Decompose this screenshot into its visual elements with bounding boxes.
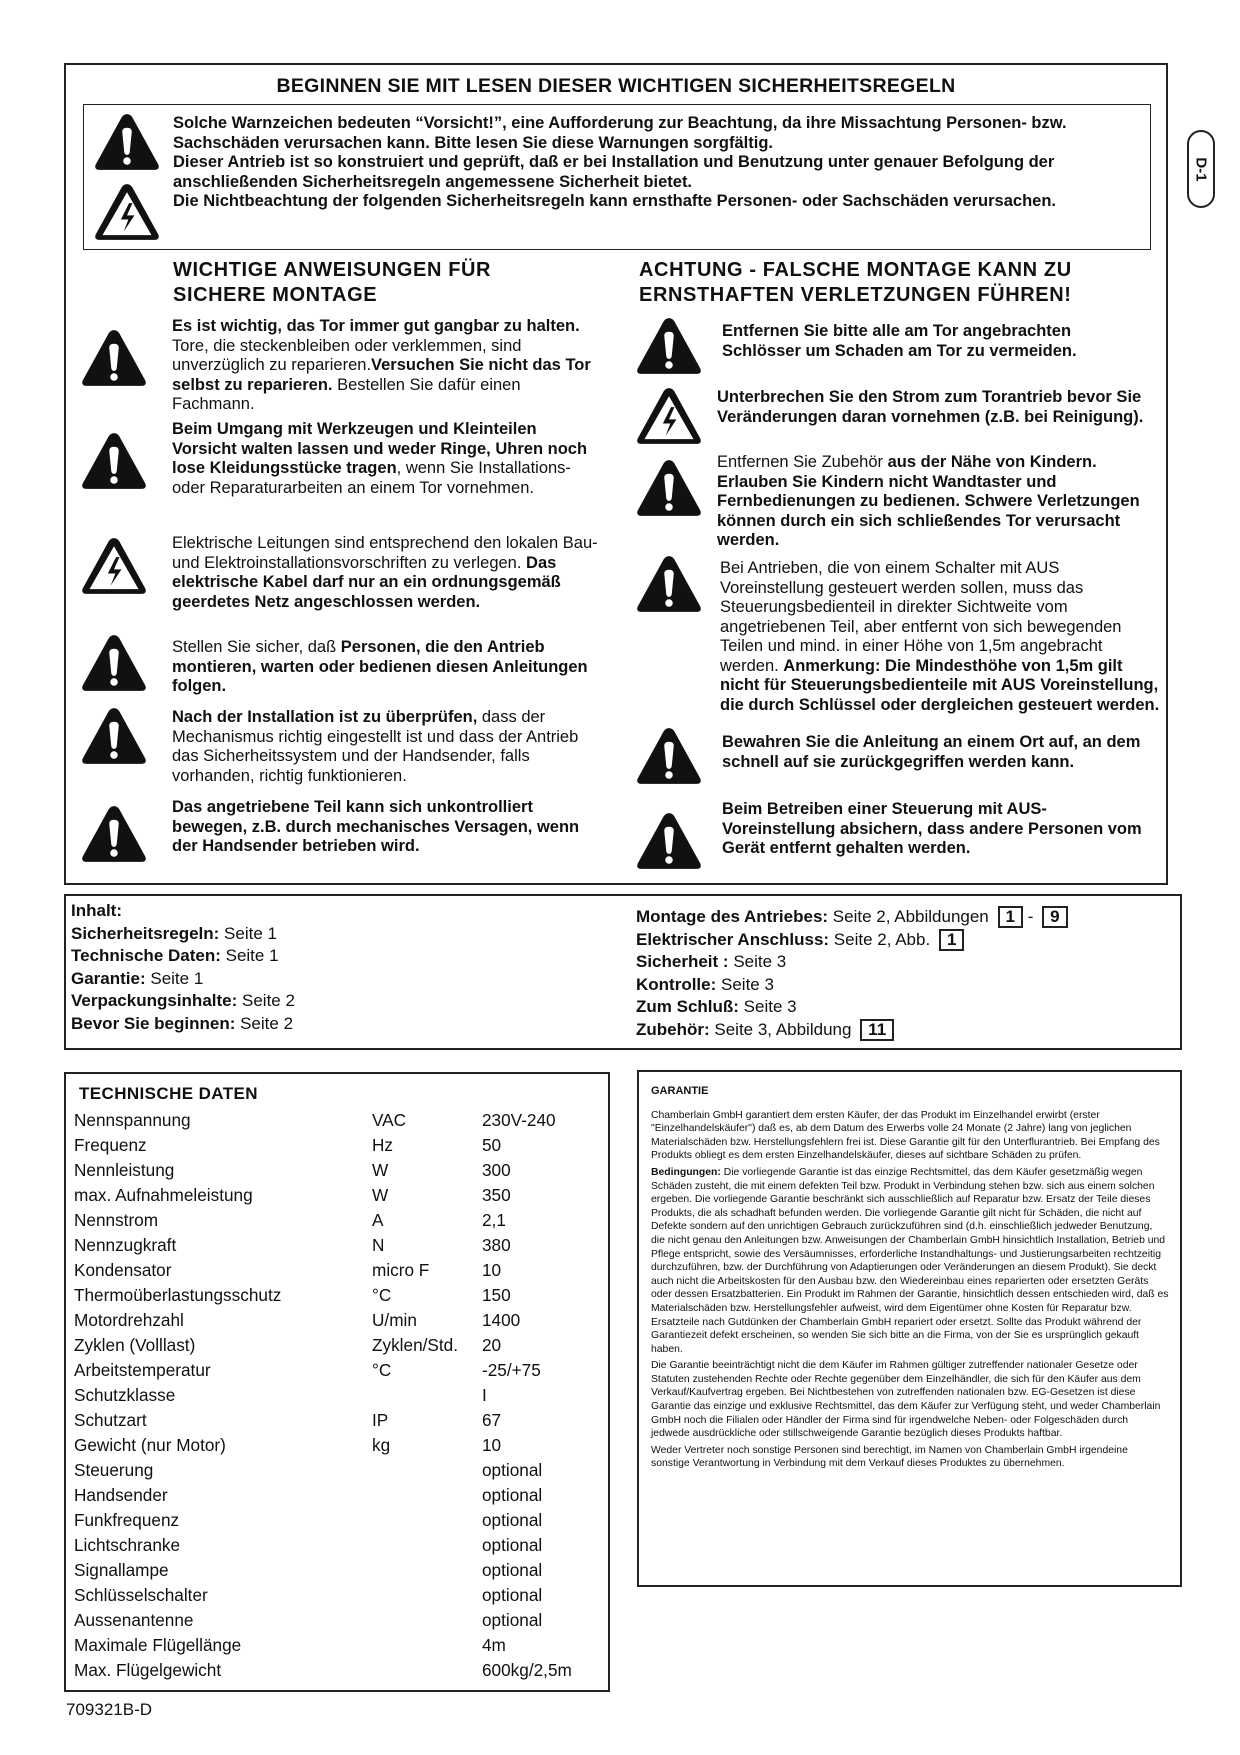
warning-exclamation-icon	[635, 810, 703, 872]
tech-param: Kondensator	[74, 1260, 172, 1280]
tech-unit: VAC	[372, 1110, 407, 1130]
contents-entry: Montage des Antriebes: Seite 2, Abbildungen 1 - 9	[636, 906, 1176, 929]
warning-exclamation-icon	[635, 457, 703, 519]
tech-row	[74, 1333, 602, 1358]
warning-exclamation-icon	[635, 553, 703, 615]
tech-param: Funkfrequenz	[74, 1510, 180, 1530]
tech-row	[74, 1608, 602, 1633]
warning-exclamation-icon	[80, 430, 148, 492]
left-column-heading: WICHTIGE ANWEISUNGEN FÜR SICHERE MONTAGE	[173, 259, 492, 306]
tech-row	[74, 1508, 602, 1533]
warning-exclamation-icon	[80, 632, 148, 694]
contents-entry: Zum Schluß: Seite 3	[636, 997, 797, 1016]
intro-paragraph: Solche Warnzeichen bedeuten “Vorsicht!”, eine Aufforderung zur Beachtung, da ihre Missachtung Personen- bzw. Sachschäden verursachen kann. Bitte lesen Sie diese Warnungen sorgfältig.	[173, 114, 1067, 152]
figure-ref: 1	[998, 906, 1023, 928]
contents-entry: Garantie: Seite 1	[71, 968, 204, 988]
left-rule-2: Beim Umgang mit Werkzeugen und Kleinteilen Vorsicht walten lassen und weder Ringe, Uhren noch lose Kleidungsstücke tragen, wenn Sie Installations- oder Reparaturarbeiten an einem Tor vornehmen.	[172, 420, 588, 497]
tech-value: optional	[482, 1535, 543, 1555]
tech-unit: U/min	[372, 1310, 417, 1330]
electric-hazard-icon	[80, 535, 148, 597]
tech-value: 150	[482, 1285, 511, 1305]
intro-paragraph: Dieser Antrieb ist so konstruiert und geprüft, daß er bei Installation und Benutzung unter genauer Befolgung der anschließenden Sicherheitsregeln angemessene Sicherheit bietet.	[173, 153, 1055, 191]
tech-row	[74, 1208, 602, 1233]
contents-title: Inhalt:	[71, 901, 122, 920]
electric-hazard-icon	[635, 385, 703, 447]
tech-value: 230V-240	[482, 1110, 556, 1130]
right-column-heading: ACHTUNG - FALSCHE MONTAGE KANN ZU ERNSTHAFTEN VERLETZUNGEN FÜHREN!	[639, 259, 1072, 306]
tech-param: Arbeitstemperatur	[74, 1360, 211, 1380]
tech-value: 20	[482, 1335, 502, 1355]
safety-title: BEGINNEN SIE MIT LESEN DIESER WICHTIGEN SICHERHEITSREGELN	[276, 75, 956, 97]
doc-number: 709321B-D	[66, 1700, 153, 1719]
tech-row	[74, 1408, 602, 1433]
left-rule-1: Es ist wichtig, das Tor immer gut gangbar zu halten. Tore, die steckenbleiben oder verklemmen, sind unverzüglich zu reparieren.Versuchen Sie nicht das Tor selbst zu reparieren. Bestellen Sie dafür einen Fachmann.	[172, 317, 591, 413]
tech-value: I	[482, 1385, 487, 1405]
tech-row	[74, 1533, 602, 1558]
tech-param: Nennleistung	[74, 1160, 175, 1180]
safety-rules-section	[64, 63, 1168, 885]
tech-value: 67	[482, 1410, 502, 1430]
tech-row	[74, 1183, 602, 1208]
tech-unit: micro F	[372, 1260, 430, 1280]
tech-unit: kg	[372, 1435, 391, 1455]
tech-param: Nennzugkraft	[74, 1235, 177, 1255]
figure-ref: 9	[1042, 906, 1067, 928]
left-rule-4: Stellen Sie sicher, daß Personen, die den Antrieb montieren, warten oder bedienen diesen Anleitungen folgen.	[172, 638, 588, 695]
tech-unit	[372, 1583, 482, 1608]
tech-unit	[372, 1508, 482, 1533]
tech-row	[74, 1383, 602, 1408]
tech-unit: IP	[372, 1410, 389, 1430]
contents-entry: Kontrolle: Seite 3	[636, 974, 774, 994]
tech-value: 600kg/2,5m	[482, 1660, 572, 1680]
warning-exclamation-icon	[635, 725, 703, 787]
warranty-paragraph: Die Garantie beeinträchtigt nicht die dem Käufer im Rahmen gültiger zutreffender nationaler Gesetze oder Statuten zustehenden Rechte oder Rechte gegenüber dem Einzelhändler, die sich für den Käufer aus dem Verkauf/Kaufvertrag ergeben. Bei Nichtbestehen von zutreffenden nationalen bzw. EG-Gesetzen ist diese Garantie das einzige und exklusive Rechtsmittel, das dem Käufer zur Verfügung steht, und weder Chamberlain GmbH noch die Filialen oder Händler der Firma sind für irgendwelche Neben- oder Folgeschäden durch jedwede ausdrückliche oder stillschweigende Garantie bezüglich dieses Produkts haftbar.	[651, 1360, 1161, 1440]
contents-entry: Sicherheit : Seite 3	[636, 952, 787, 971]
tech-unit: W	[372, 1160, 389, 1180]
tech-row	[74, 1258, 602, 1283]
contents-right	[636, 906, 1176, 1041]
contents-entry: Bevor Sie beginnen: Seite 2	[71, 1013, 294, 1033]
tech-value: 350	[482, 1185, 511, 1205]
tech-value: 50	[482, 1135, 502, 1155]
warning-exclamation-icon	[93, 111, 161, 173]
intro-paragraph: Die Nichtbeachtung der folgenden Sicherheitsregeln kann ernsthafte Personen- oder Sachschäden verursachen.	[173, 192, 1056, 210]
tech-param: Lichtschranke	[74, 1535, 181, 1555]
right-rule-5: Bewahren Sie die Anleitung an einem Ort auf, an dem schnell auf sie zurückgegriffen werden kann.	[722, 733, 1141, 771]
tech-row	[74, 1108, 602, 1133]
tech-row	[74, 1308, 602, 1333]
right-rule-3: Entfernen Sie Zubehör aus der Nähe von Kindern. Erlauben Sie Kindern nicht Wandtaster und Fernbedienungen zu bedienen. Schwere Verletzungen können durch ein sich schließendes Tor verursacht werden.	[717, 453, 1140, 549]
tech-unit	[372, 1658, 482, 1683]
tech-param: Maximale Flügellänge	[74, 1635, 242, 1655]
tech-row	[74, 1483, 602, 1508]
tech-value: 380	[482, 1235, 511, 1255]
left-rule-5: Nach der Installation ist zu überprüfen, dass der Mechanismus richtig eingestellt ist und dass der Antrieb das Sicherheitssystem und der Handsender, falls vorhanden, richtig funktionieren.	[172, 708, 579, 785]
warranty-paragraph: Weder Vertreter noch sonstige Personen sind berechtigt, im Namen von Chamberlain GmbH irgendeine sonstige Verantwortung in Verbindung mit dem Verkauf dieses Produktes zu übernehmen.	[651, 1444, 1128, 1470]
tech-param: Max. Flügelgewicht	[74, 1660, 222, 1680]
tech-value: 300	[482, 1160, 511, 1180]
tech-unit	[372, 1633, 482, 1658]
tech-row	[74, 1283, 602, 1308]
right-rule-1: Entfernen Sie bitte alle am Tor angebrachten Schlösser um Schaden am Tor zu vermeiden.	[722, 322, 1077, 360]
tech-param: Schlüsselschalter	[74, 1585, 208, 1605]
warning-exclamation-icon	[80, 705, 148, 767]
tech-param: Frequenz	[74, 1135, 147, 1155]
tech-unit	[372, 1533, 482, 1558]
technical-data-title: TECHNISCHE DATEN	[79, 1084, 258, 1103]
tech-param: Steuerung	[74, 1460, 154, 1480]
tech-row	[74, 1633, 602, 1658]
tech-value: 1400	[482, 1310, 521, 1330]
tech-param: Aussenantenne	[74, 1610, 194, 1630]
tech-unit: A	[372, 1210, 384, 1230]
contents-entry: Verpackungsinhalte: Seite 2	[71, 991, 295, 1010]
intro-text	[173, 114, 1143, 212]
tech-param: Nennspannung	[74, 1110, 191, 1130]
contents-entry: Elektrischer Anschluss: Seite 2, Abb. 1	[636, 929, 1176, 952]
tech-unit: °C	[372, 1360, 392, 1380]
figure-ref: 1	[939, 929, 964, 951]
left-rule-3: Elektrische Leitungen sind entsprechend den lokalen Bau- und Elektroinstallationsvorschriften zu verlegen. Das elektrische Kabel darf nur an ein ordnungsgemäß geerdetes Netz angeschlossen werden.	[172, 534, 598, 611]
right-rule-2: Unterbrechen Sie den Strom zum Torantrieb bevor Sie Veränderungen daran vornehmen (z.B. bei Reinigung).	[717, 388, 1144, 426]
tech-value: optional	[482, 1610, 543, 1630]
warning-exclamation-icon	[635, 315, 703, 377]
tech-value: optional	[482, 1460, 543, 1480]
tech-param: Zyklen (Volllast)	[74, 1335, 196, 1355]
tech-row	[74, 1133, 602, 1158]
tech-row	[74, 1458, 602, 1483]
tech-param: Motordrehzahl	[74, 1310, 184, 1330]
warranty-paragraph: Chamberlain GmbH garantiert dem ersten Käufer, der das Produkt im Einzelhandel erwirbt (erster "Einzelhandelskäufer") daß es, ab dem Datum des Erwerbs volle 24 Monate (2 Jahre) lang von jeglichen Materialschäden bzw. Herstellungsfehlern frei ist. Diese Garantie gilt für den Unterflurantrieb. Bei Empfang des Produkts obliegt es dem ersten Einzelhandelskäufer, dieses auf sichtbare Schäden zu prüfen.	[651, 1109, 1160, 1162]
tech-row	[74, 1583, 602, 1608]
figure-ref: 11	[860, 1019, 894, 1041]
tech-value: optional	[482, 1510, 543, 1530]
tech-unit: Hz	[372, 1135, 394, 1155]
tech-row	[74, 1433, 602, 1458]
warranty-paragraph: Bedingungen: Die vorliegende Garantie ist das einzige Rechtsmittel, das dem Käufer gesetzmäßig wegen Schäden zusteht, die mit einem defekten Teil bzw. Produkt in Verbindung stehen bzw. sich aus einem solchen ergeben. Die vorliegende Garantie beschränkt sich ausschließlich auf Reparatur bzw. Ersatz der Teile dieses Produkts, die als schadhaft befunden werden. Die vorliegende Garantie gilt nicht für Schäden, die nicht auf Defekte sondern auf den unrichtigen Gebrauch zurückzuführen sind (d.h. einschließlich jedweder Benutzung, die nicht genau den Anleitungen bzw. Anweisungen der Chamberlain GmbH hinsichtlich Installation, Betrieb und Pflege entspricht, sowie des Versäumnisses, erforderliche Instandhaltungs- und Justierungsarbeiten rechtzeitig durchzuführen, bzw. der Durchführung von Adaptierungen oder Veränderungen an diesem Produkt). Sie deckt auch nicht die Arbeitskosten für den Ausbau bzw. den Wiedereinbau eines reparierten oder ersetzten Geräts oder dessen Ersatzbatterien. Ein Produkt im Rahmen der Garantie, hinsichtlich dessen entschieden wird, daß es Materialschäden bzw. Herstellungsfehler aufweist, wird dem Eigentümer ohne Kosten für Reparatur bzw. Ersatzteile nach Gutdünken der Chamberlain GmbH repariert oder ersetzt. Sollte das Produkt während der Garantiezeit defekt erscheinen, so wenden Sie sich bitte an die Firma, von der Sie es ursprünglich gekauft haben.	[651, 1166, 1169, 1355]
warning-exclamation-icon	[80, 803, 148, 865]
tech-unit: °C	[372, 1285, 392, 1305]
tech-value: -25/+75	[482, 1360, 541, 1380]
tech-param: Nennstrom	[74, 1210, 159, 1230]
contents-entry: Sicherheitsregeln: Seite 1	[71, 923, 277, 943]
contents-left	[71, 900, 571, 1035]
tech-value: optional	[482, 1560, 543, 1580]
tech-row	[74, 1158, 602, 1183]
intro-box	[83, 104, 1151, 250]
tech-row	[74, 1558, 602, 1583]
tech-param: Schutzklasse	[74, 1385, 176, 1405]
tech-value: optional	[482, 1485, 543, 1505]
electric-hazard-icon	[93, 181, 161, 243]
tech-row	[74, 1658, 602, 1683]
contents-entry: Zubehör: Seite 3, Abbildung 11	[636, 1019, 1176, 1042]
right-rule-6: Beim Betreiben einer Steuerung mit AUS-Voreinstellung absichern, dass andere Personen vom Gerät entfernt gehalten werden.	[722, 800, 1142, 857]
page-tab: D-1	[1187, 130, 1215, 208]
tech-unit	[372, 1608, 482, 1633]
tech-param: Handsender	[74, 1485, 168, 1505]
warranty-text	[651, 1085, 1169, 1474]
tech-value: 4m	[482, 1635, 506, 1655]
tech-unit	[372, 1558, 482, 1583]
tech-unit: Zyklen/Std.	[372, 1335, 458, 1355]
technical-data-section	[64, 1072, 610, 1692]
tech-unit	[372, 1383, 482, 1408]
tech-unit	[372, 1483, 482, 1508]
warning-exclamation-icon	[80, 327, 148, 389]
tech-param: Schutzart	[74, 1410, 147, 1430]
left-rule-6: Das angetriebene Teil kann sich unkontrolliert bewegen, z.B. durch mechanisches Versagen, wenn der Handsender betrieben wird.	[172, 798, 580, 855]
technical-data-table	[74, 1108, 602, 1683]
tech-row	[74, 1358, 602, 1383]
tech-unit: N	[372, 1235, 385, 1255]
tech-param: Gewicht (nur Motor)	[74, 1435, 226, 1455]
contents-entry: Technische Daten: Seite 1	[71, 946, 279, 965]
right-rule-4: Bei Antrieben, die von einem Schalter mit AUS Voreinstellung gesteuert werden sollen, muss das Steuerungsbedienteil in direkter Sichtweite vom angetriebenen Teil, aber entfernt von sich bewegenden Teilen und mind. in einer Höhe von 1,5m angebracht werden. Anmerkung: Die Mindesthöhe von 1,5m gilt nicht für Steuerungsbedienteile mit AUS Voreinstellung, die durch Schlüssel oder dergleichen gesteuert werden.	[720, 559, 1160, 714]
tech-value: 2,1	[482, 1210, 506, 1230]
tech-param: Thermoüberlastungsschutz	[74, 1285, 282, 1305]
tech-unit	[372, 1458, 482, 1483]
contents-section	[64, 894, 1182, 1050]
warranty-title: GARANTIE	[651, 1085, 709, 1097]
tech-row	[74, 1233, 602, 1258]
tech-unit: W	[372, 1185, 389, 1205]
tech-param: max. Aufnahmeleistung	[74, 1185, 253, 1205]
tech-value: optional	[482, 1585, 543, 1605]
tech-value: 10	[482, 1435, 502, 1455]
tech-value: 10	[482, 1260, 502, 1280]
tech-param: Signallampe	[74, 1560, 169, 1580]
warranty-section	[637, 1070, 1182, 1587]
